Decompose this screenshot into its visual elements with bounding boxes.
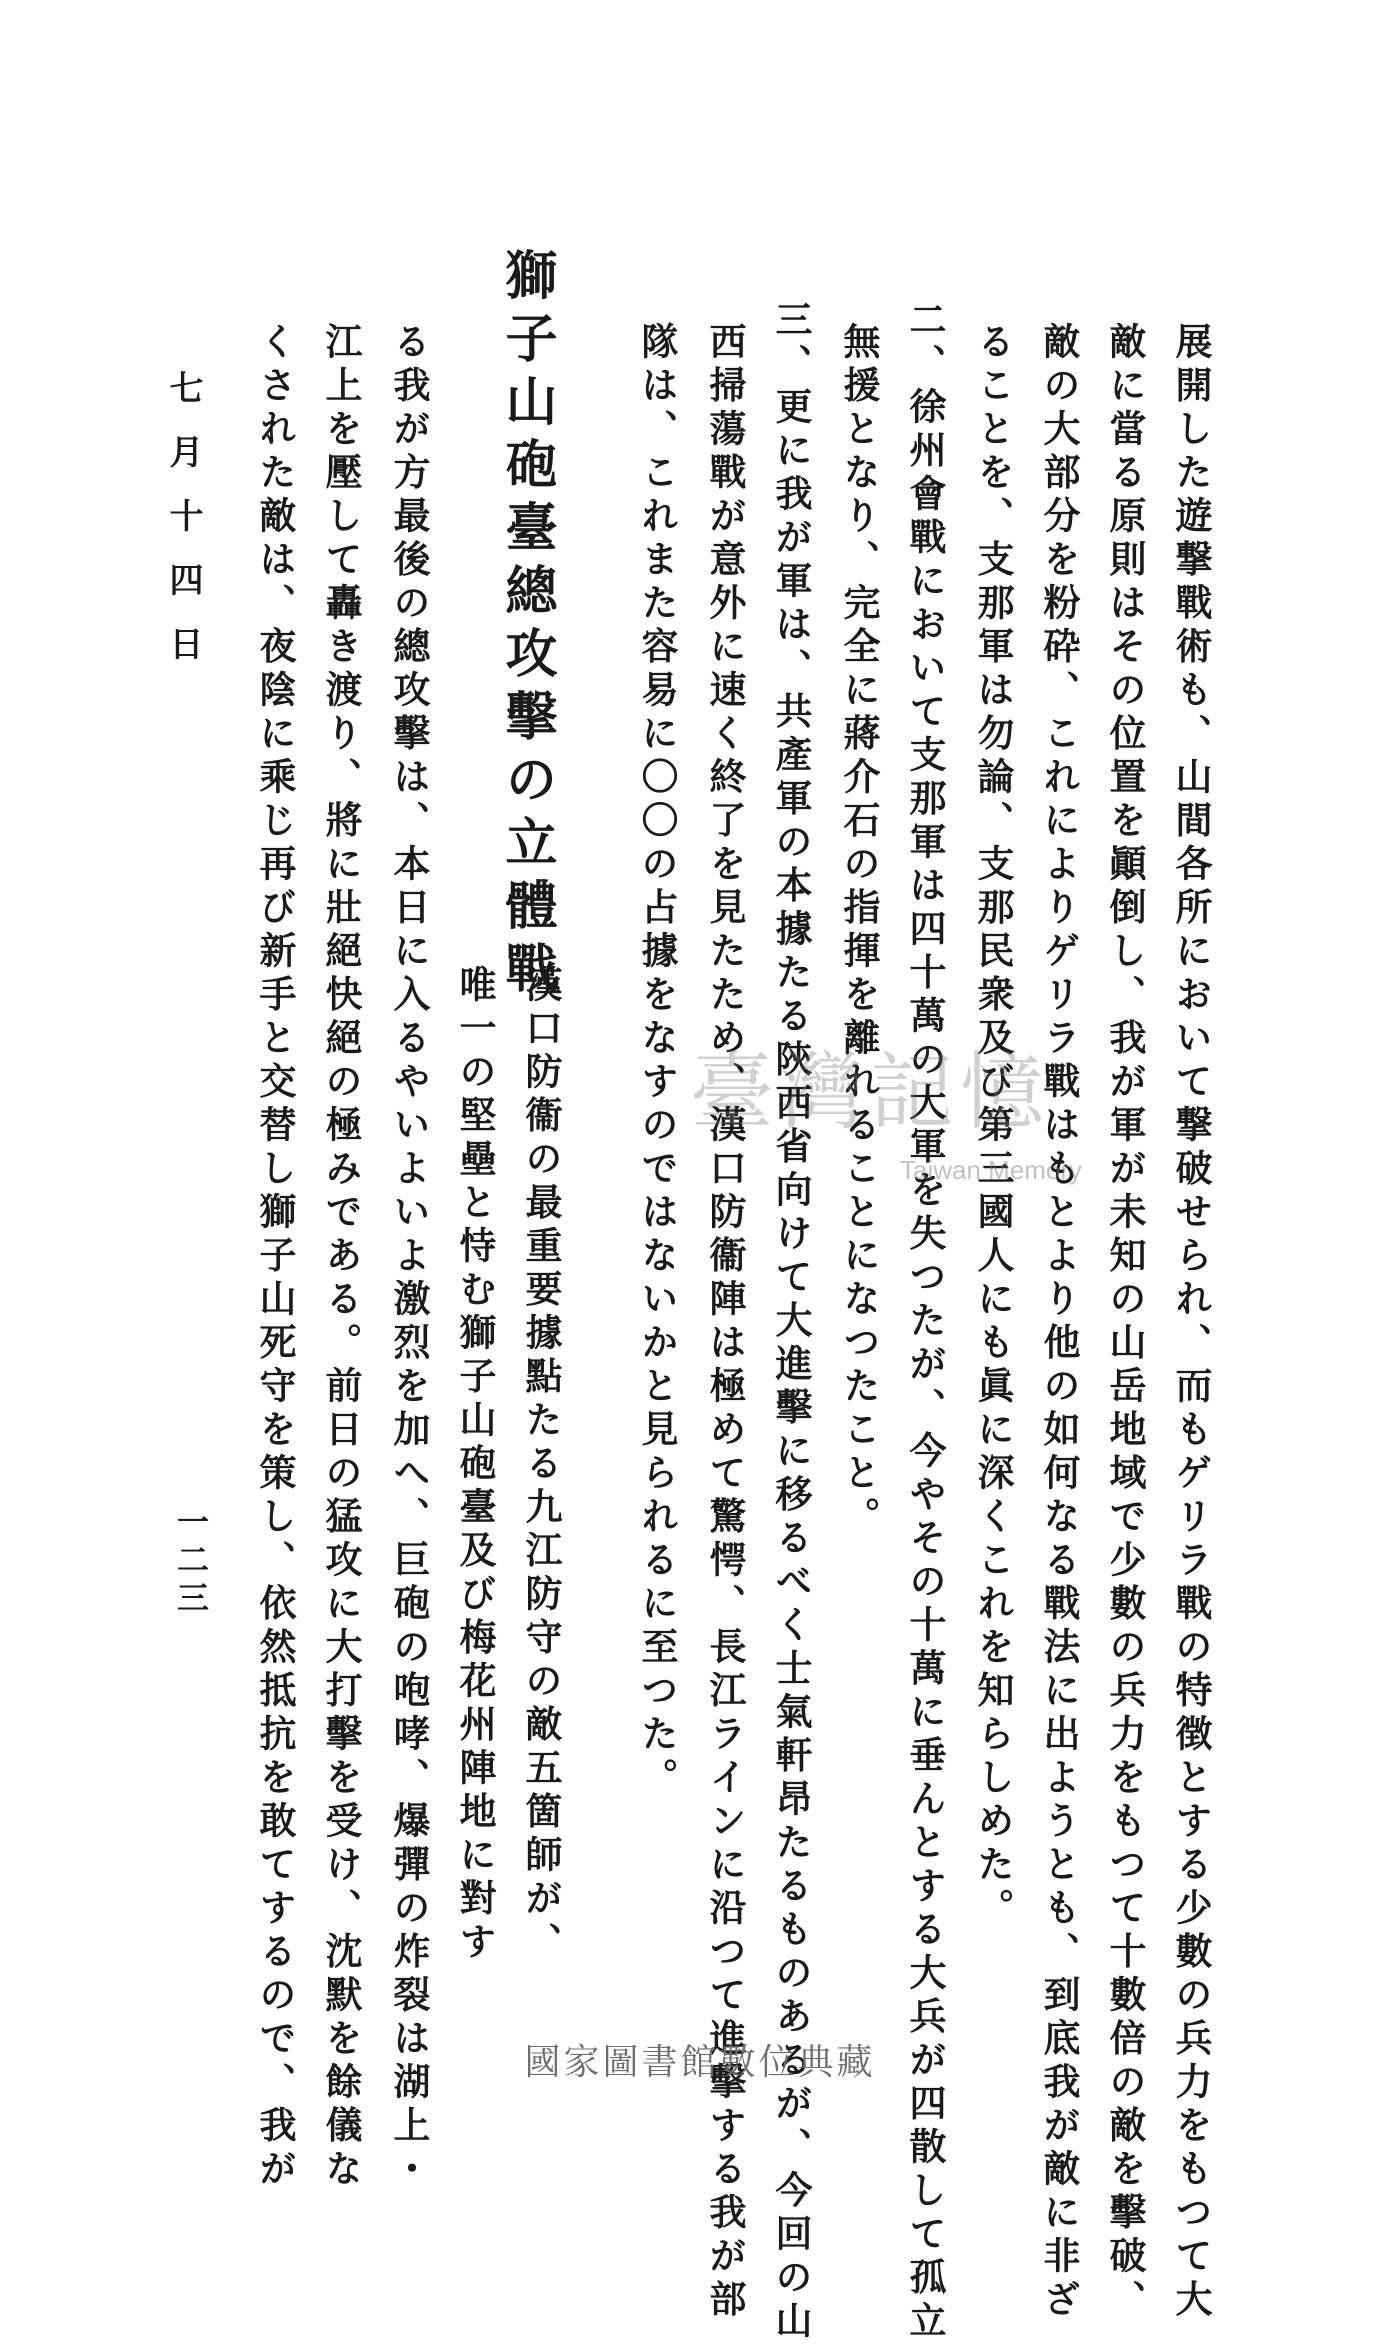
section-text-column: 唯一の堅壘と恃む獅子山砲臺及び梅花州陣地に對す — [453, 965, 497, 1966]
text-column: 敵に當る原則はその位置を顚倒し、我が軍が未知の山岳地域で少數の兵力をもつて十數倍の敵を擊破、 — [1103, 322, 1147, 2323]
date-header: 七月十四日 — [163, 370, 203, 690]
watermark-subtext: Taiwan Memory — [900, 1155, 1083, 1185]
footer-credit: 國家圖書館數位典藏 — [524, 2042, 876, 2083]
page-number: 一二三 — [172, 1505, 210, 1619]
section-text-column: る我が方最後の總攻擊は、本日に入るやいよいよ激烈を加へ、巨砲の咆哮、爆彈の炸裂は湖上・ — [387, 322, 431, 2193]
section-text-column: 漢口防衞の最重要據點たる九江防守の敵五箇師が、 — [519, 965, 563, 1966]
text-column: 西掃蕩戰が意外に速く終了を見たため、漢口防衞陣は極めて驚愕、長江ラインに沿つて進擊する我が部 — [703, 322, 747, 2323]
text-column: 隊は、これまた容易に〇〇の占據をなすのではないかと見られるに至つた。 — [635, 322, 679, 1801]
numbered-item-column: 三、更に我が軍は、共產軍の本據たる陝西省向けて大進擊に移るべく士氣軒昂たるものあるが、今回の山 — [769, 300, 813, 2345]
text-column: ることを、支那軍は勿論、支那民衆及び第三國人にも眞に深くこれを知らしめた。 — [971, 322, 1015, 1932]
watermark-logo: 臺灣記憶 — [690, 1043, 1051, 1141]
text-column: 無援となり、完全に蔣介石の指揮を離れることになつたこと。 — [837, 322, 881, 1540]
section-text-column: くされた敵は、夜陰に乘じ再び新手と交替し獅子山死守を策し、依然抵抗を敢てするので、我が — [253, 322, 297, 2193]
section-text-column: 江上を壓して轟き渡り、將に壯絕快絕の極みである。前日の猛攻に大打擊を受け、沈默を餘儀な — [319, 322, 363, 2193]
section-heading: 獅子山砲臺總攻擊の立體戰 — [496, 248, 557, 1004]
text-column: 敵の大部分を粉砕、これによりゲリラ戰はもとより他の如何なる戰法に出ようとも、到底我が敵に非ざ — [1037, 322, 1081, 2323]
text-column: 展開した遊撃戰術も、山間各所において撃破せられ、而もゲリラ戰の特徴とする少數の兵力をもつて大 — [1169, 322, 1213, 2323]
numbered-item-column: 二、徐州會戰において支那軍は四十萬の大軍を失つたが、今やその十萬に垂んとする大兵が四散して孤立 — [903, 300, 947, 2345]
